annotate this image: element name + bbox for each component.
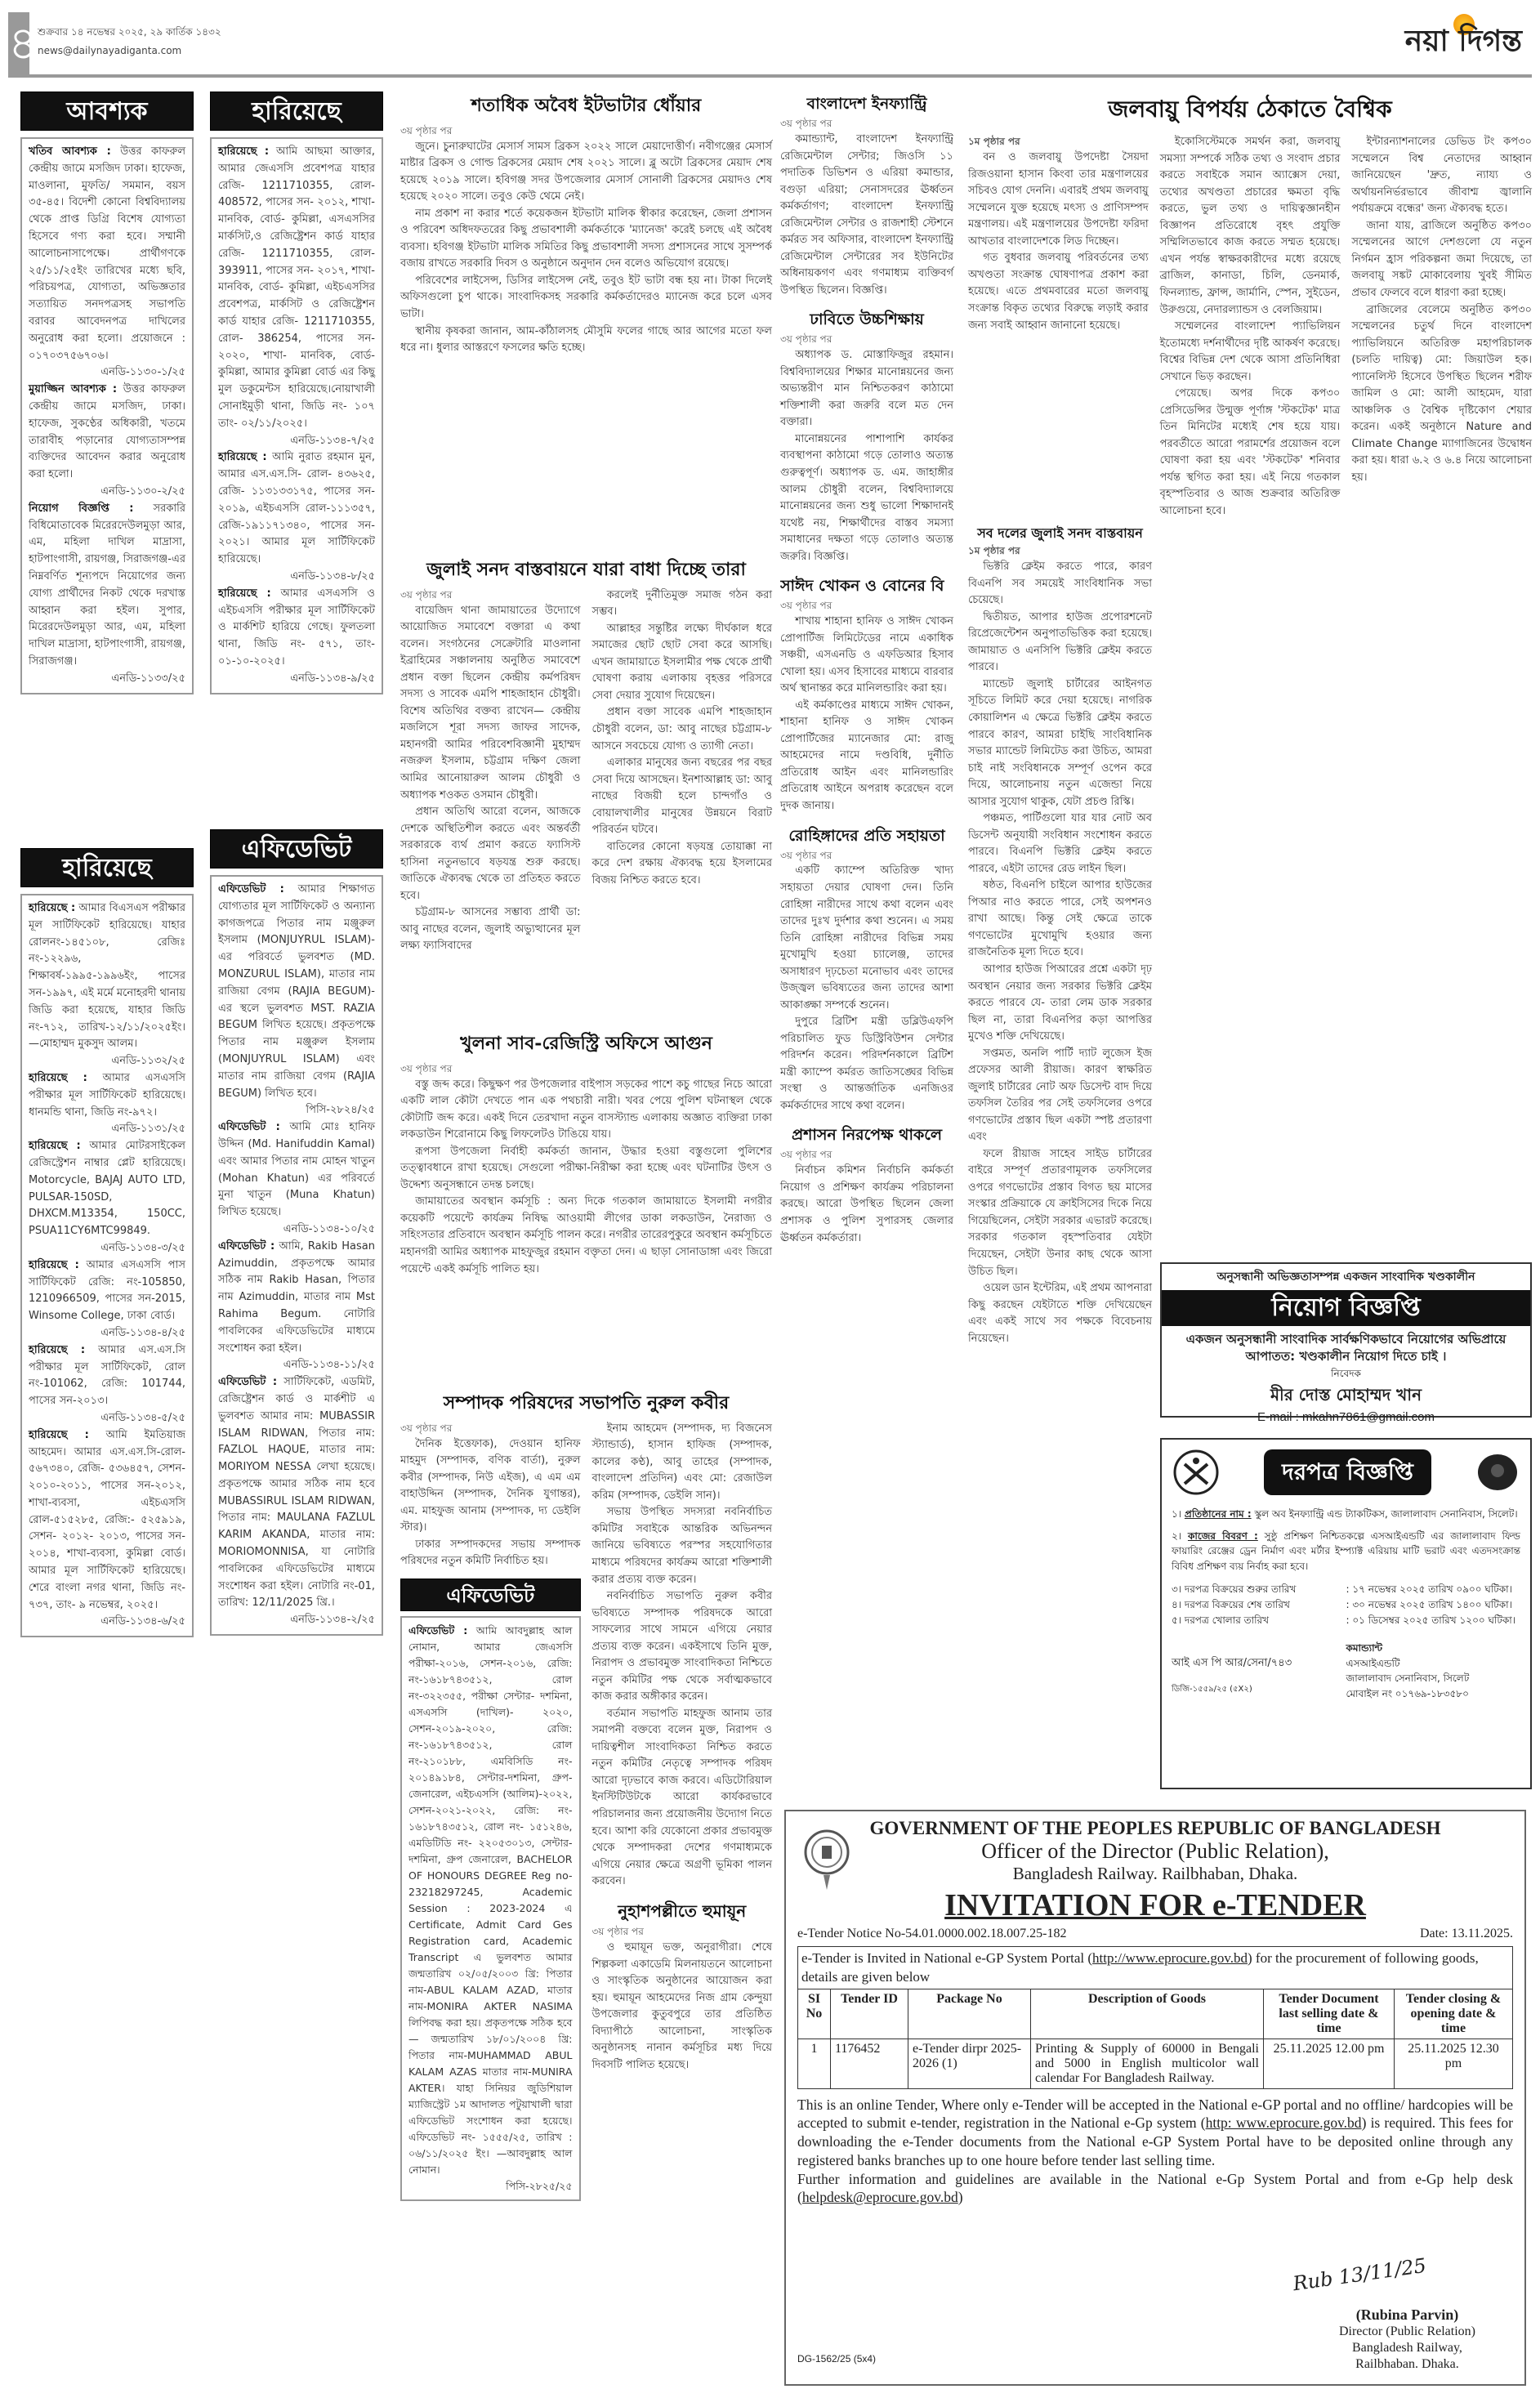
hiring-heading: নিয়োগ বিজ্ঞপ্তি (1162, 1290, 1530, 1326)
page-number: ৪ (8, 12, 29, 76)
etender-notice: GOVERNMENT OF THE PEOPLES REPUBLIC OF BANGLADESH Officer of the Director (Public Relation), Bangladesh Railway. Railbhaban, Dhaka. INVITATION FOR e-TENDER e-Tender Notice No-54.01.0000.002.18.007.25-182 Date: 13.11.2025. e-Tender is Invited in National e-GP System Portal (http://www.eprocure.gov.bd) for the procurement of following goods, details are given below SI No Tender ID Package No Description of Goods Tender Document last selling date & time Tender closing & opening date & time 1 1176452 e-Tender dirpr 2025-2026 (1) Printing & Supply of 60000 in Bengali and 5000 in English multicolor wall calendar For Bangladesh Railway. 25.11.2025 12.00 pm 25.11.2025 12.30 pm This is an online Tender, Where only e-Tender will be accepted in the National e-GP portal and no offline/ hardcopies will be accepted to submit e-tender, registration in the National e-Gp system (http: www.eprocure.gov.bd) is required. This fees for downloading the e-Tender documents from the National e-GP System Portal have to be deposited online through any registered banks branches up to one houre before tender last selling time. Further information and guidelines are available in the National e-Gp System Portal and from e-Gp help desk (helpdesk@eprocure.gov.bd) Rub 13/11/25 (Rubina Parvin) Director (Public Relation) Bangladesh Railway, Railbhaban. Dhaka. DG-1562/25 (5x4) (784, 1810, 1526, 2386)
article-headline: খুলনা সাব-রেজিস্ট্রি অফিসে আগুন (460, 1033, 712, 1054)
article-khulna-fire: খুলনা সাব-রেজিস্ট্রি অফিসে আগুন ৩য় পৃষ্ঠার পর বস্তু জব্দ করে। কিছুক্ষণ পর উপজেলার বাইপাস সড়কের পাশে কচু গাছের নিচে আরো একটি লাল কৌটা দেখতে পান এক পথচারী নারী। খবর পেয়ে পুলিশ ঘটনাস্থল থেকে কৌটাটি জব্দ করে। একই দিনে তেরখাদা নতুন বাসস্ট্যান্ড এলাকায় অজ্ঞাত ব্যক্তিরা ঢাকা লকডাউন শিরোনামে কিছু লিফলেটও টাঙিয়ে যায়। রূপসা উপজেলা নির্বাহী কর্মকর্তা জানান, উদ্ধার হওয়া বস্তুগুলো পুলিশের তত্ত্বাবধানে রাখা হয়েছে। সেগুলো পরীক্ষা-নিরীক্ষা করা হচ্ছে এবং ঘটনাটির উৎস ও উদ্দেশ্য অনুসন্ধানে তদন্ত চলছে। জামায়াতের অবস্থান কর্মসূচি : অন্য দিকে গতকাল জামায়াতে ইসলামী নগরীর কয়েকটি পয়েন্টে কার্যক্রম নিষিদ্ধ আওয়ামী লীগের ডাকা লকডাউন, নৈরাজ্য ও সহিংসতার প্রতিবাদে অবস্থান কর্মসূচি পালন করে। নগরীর তারেরপুকুরে অবস্থান কর্মসূচিতে মহানগরী আমির অধ্যাপক মাহফুজুর রহমান বক্তৃতা দেন। এ ছাড়া সোনাডাঙ্গা এবং জিরো পয়েন্টে একই কর্মসূচি পালিত হয়। (400, 1029, 772, 1278)
email-link[interactable]: news@dailynayadiganta.com (38, 45, 182, 56)
classified-ad: হারিয়েছে : আমার মোটরসাইকেল রেজিস্ট্রেশন নাম্বার প্লেট হারিয়েছে। Motorcycle, BAJAJ AUTO LTD, PULSAR-150SD, DHXCM.M13354, 150CC, PSUA11CY6MTC99849. এনডি-১১৩৪-৩/২৫ (29, 1140, 185, 1254)
article-headline: বাংলাদেশ ইনফ্যান্ট্রি (806, 95, 927, 113)
article-headline: নুহাশপল্লীতে হুমায়ূন (618, 1900, 747, 1921)
article-july-charter: জুলাই সনদ বাস্তবায়নে যারা বাধা দিচ্ছে তারা ৩য় পৃষ্ঠার পর বায়েজিদ থানা জামায়াতের উদ্যোগে আয়োজিত সমাবেশে বক্তারা এ কথা বলেন। সংগঠনের সেক্রেটারি মাওলানা ইব্রাহিমের সঞ্চালনায় অনুষ্ঠিত সমাবেশে প্রধান বক্তা ছিলেন কেন্দ্রীয় কর্মপরিষদ সদস্য ও সাবেক এমপি শাহজাহান চৌধুরী। বিশেষ অতিথির বক্তব্য রাখেন— কেন্দ্রীয় মজলিসে শূরা সদস্য জাফর সাদেক, মহানগরী আমির পরিবেশবিজ্ঞানী মুহাম্মদ নজরুল ইসলাম, চট্টগ্রাম দক্ষিণ জেলা আমির আনোয়ারুল আলম চৌধুরী ও অধ্যাপক শওকত ওসমান চৌধুরী। প্রধান অতিথি আরো বলেন, আজকে দেশকে অস্থিতিশীল করতে এবং অন্তর্বর্তী সরকারকে ব্যর্থ প্রমাণ করতে ফ্যাসিস্ট হাসিনা নতুনভাবে ষড়যন্ত্র শুরু করছে। জাতিকে ঐক্যবদ্ধ থেকে তা প্রতিহত করতে হবে। চট্টগ্রাম-৮ আসনের সম্ভাব্য প্রার্থী ডা: আবু নাছের বলেন, জুলাই অভ্যুত্থানের মূল লক্ষ্য ফ্যাসিবাদের করলেই দুর্নীতিমুক্ত সমাজ গঠন করা সম্ভব। আল্লাহর সন্তুষ্টির লক্ষ্যে দীর্ঘকাল ধরে সমাজের ছোট ছোট সেবা করে আসছি। এখন জামায়াতে ইসলামীর পক্ষ থেকে প্রার্থী ঘোষণা করায় এলাকায় বৃহত্তর পরিসরে সেবা দেয়ার সুযোগ দিয়েছেন। প্রধান বক্তা সাবেক এমপি শাহজাহান চৌধুরী বলেন, ডা: আবু নাছের চট্টগ্রাম-৮ আসনে সবচেয়ে যোগ্য ও ত্যাগী নেতা। এলাকার মানুষের জন্য বছরের পর বছর সেবা দিয়ে আসছেন। ইনশাআল্লাহ ডা: আবু নাছের বিজয়ী হলে চান্দগাঁও ও বোয়ালখালীর মানুষের উন্নয়নে বিরাট পরিবর্তন ঘটবে। বাতিলের কোনো ষড়যন্ত্র তোয়াক্কা না করে দেশ রক্ষায় ঐক্যবদ্ধ হয়ে ইসলামের বিজয় নিশ্চিত করতে হবে। (400, 556, 772, 955)
table-row: 1 1176452 e-Tender dirpr 2025-2026 (1) Printing & Supply of 60000 in Bengali and 5000 in English multicolor wall calendar For Bangladesh Railway. 25.11.2025 12.00 pm 25.11.2025 12.30 pm (798, 2039, 1513, 2088)
ad-box (210, 137, 383, 694)
tender-notice-bn: দরপত্র বিজ্ঞপ্তি ১। প্রতিষ্ঠানের নাম : স্কুল অব ইনফ্যান্ট্রি এন্ড ট্যাকটিকস, জালালাবাদ সেনানিবাস, সিলেট। ২। কাজের বিবরণ : সুষ্ঠু প্রশিক্ষণ নিশ্চিতকল্পে এসআইএন্ডটি এর জালালাবাদ ফিল্ড ফায়ারিং রেঞ্জের ড্রেন নির্মাণ এবং মর্টার ইম্প্যাক্ট এরিয়ায় মাটি ভরাট এবং এতদসংক্রান্ত বিবিধ প্রশিক্ষণ ব্যয় নির্বাহ করা হবে। ৩। দরপত্র বিক্রয়ের শুরুর তারিখ : ১৭ নভেম্বর ২০২৫ তারিখ ০৯০০ ঘটিকা। ৪। দরপত্র বিক্রয়ের শেষ তারিখ : ৩০ নভেম্বর ২০২৫ তারিখ ১৪০০ ঘটিকা। ৫। দরপত্র খোলার তারিখ : ০১ ডিসেম্বর ২০২৫ তারিখ ১২০০ ঘটিকা। আই এস পি আর/সেনা/৭৪৩ ডিজি-১৫৫৯/২৫ (৫X২) কমান্ড্যান্ট এসআইএন্ডটি জালালাবাদ সেনানিবাস, সিলেট মোবাইল নং ০১৭৬৯-১৮৩৫৮০ (1160, 1438, 1532, 1789)
article-headline: ঢাবিতে উচ্চশিক্ষায় (810, 310, 924, 329)
infantry-crest-icon (1475, 1449, 1520, 1495)
helpdesk-email-link[interactable]: helpdesk@eprocure.gov.bd (801, 2189, 958, 2206)
railway-emblem-icon (804, 1821, 850, 1895)
ad-box (210, 875, 383, 1636)
table-header-row: SI No Tender ID Package No Description of Goods Tender Document last selling date & time Tender closing & opening date & time (798, 1989, 1513, 2039)
section-heading-lost: হারিয়েছে (20, 848, 194, 887)
masthead (8, 12, 1532, 78)
dg-reference: DG-1562/25 (5x4) (797, 2353, 877, 2365)
ad-box (20, 894, 194, 1637)
article-brick-kiln: শতাধিক অবৈধ ইটভাটার ধোঁয়ার ৩য় পৃষ্ঠার পর জুনে। চুনারুঘাটের মেসার্স সামস ব্রিকস ২০২২ সালে মেয়াদোত্তীর্ণ। নবীগঞ্জের মেসার্স মাষ্টার ব্রিকস ও গোল্ড ব্রিকসের মেয়াদ শেষ ২০২১ সালে। ব্লু অটো ব্রিকসের মেয়াদ শেষ হয়েছে ২০১৯ সালে। হবিগঞ্জ সদর উপজেলার মেসার্স সোনালী ব্রিকসের মেয়াদও শেষ হয়েছে ২০২০ সালে। তবুও কেউ থেমে নেই। নাম প্রকাশ না করার শর্তে কয়েকজন ইটভাটা মালিক স্বীকার করেছেন, জেলা প্রশাসন ও পরিবেশ অধিদফতরের কিছু প্রভাবশালী কর্মকর্তাকে 'ম্যানেজ' করেই চলছে এই অবৈধ ব্যবসা। হবিগঞ্জ ইটভাটা মালিক সমিতির কিছু প্রভাবশালী সদস্য প্রশাসনের সাথে সুসম্পর্ক বজায় রাখতে সরকারি দিবস ও অনুষ্ঠানে অনুদান দেন বলেও অভিযোগ রয়েছে। পরিবেশের লাইসেন্স, ডিসির লাইসেন্স নেই, তবুও ইট ভাটা বন্ধ হয় না। টাকা দিলেই অফিসগুলো চুপ থাকে। সাংবাদিকসহ সরকারি কর্মকর্তাদেরও ম্যানেজ করে চলে এসব ভাটা। স্থানীয় কৃষকরা জানান, আম-কাঁঠালসহ মৌসুমি ফলের গাছে আর আগের মতো ফল ধরে না। ধুলার আস্তরণে ফসলের ক্ষতি হচ্ছে। (400, 92, 772, 357)
classifieds-wanted (20, 92, 194, 694)
classifieds-lost-left (20, 848, 194, 1637)
classified-ad: এফিডেভিট : আমার শিক্ষাগত যোগ্যতার মূল সার্টিফিকেট ও অন্যান্য কাগজপত্রে পিতার নাম মঞ্জুরুল ইসলাম (MONJUYRUL ISLAM)-এর পরিবর্তে ভুলবশত (MD. MONZURUL ISLAM), মাতার নাম রাজিয়া বেগম (RAJIA BEGUM)-এর স্থলে ভুলবশত MST. RAZIA BEGUM লিখিত হয়েছে। প্রকৃতপক্ষে পিতার নাম মঞ্জুরুল ইসলাম (MONJUYRUL ISLAM) এবং মাতার নাম রাজিয়া বেগম (RAJIA BEGUM) লিখিত হবে। পিসি-২৮২৪/২৫ (218, 883, 375, 1117)
article-headline: শতাধিক অবৈধ ইটভাটার ধোঁয়ার (471, 95, 702, 116)
classified-ad: হারিয়েছে : আমি নুরাত রহমান মুন, আমার এস.এস.সি- রোল- ৪৩৬২৫, রেজি- ১১৩১৩৩১৭৫, পাসের সন- ২০১৯, এইচএসসি রোল-১১১৩৫৭, রেজি-১৯১১৭১৩৪০, পাসের সন- ২০২১। আমার মূল সার্টিফিকেট হারিয়েছে। এনডি-১১৩৪-৮/২৫ (218, 451, 375, 583)
article-climate: জলবায়ু বিপর্যয় ঠেকাতে বৈশ্বিক ১ম পৃষ্ঠার পর বন ও জলবায়ু উপদেষ্টা সৈয়দা রিজওয়ানা হাসান কিংবা তার মন্ত্রণালয়ের সচিবও যোগ দেননি। এবারই প্রথম জলবায়ু সম্মেলনে যুক্ত হয়েছে মৎস্য ও প্রাণিসম্পদ মন্ত্রণালয়। এই মন্ত্রণালয়ের উপদেষ্টা ফরিদা আখতার বাংলাদেশকে লিড দিচ্ছেন। গত বুধবার জলবায়ু পরিবর্তনের তথ্য অখণ্ডতা সংক্রান্ত ঘোষণাপত্র প্রকাশ করা হয়েছে। এতে প্রথমবারের মতো জলবায়ু সংক্রান্ত বিকৃত তথ্যের বিরুদ্ধে লড়াই করার জন্য সবাই আহ্বান জানানো হয়েছে। ইকোসিস্টেমকে সমর্থন করা, জলবায়ু সমস্যা সম্পর্কে সঠিক তথ্য ও সংবাদ প্রচার করতে সবাইকে সমান অ্যাক্সেস দেয়া, তথ্যের অখণ্ডতা প্রচারের ক্ষমতা বৃদ্ধি করতে, ভুল তথ্য ও দায়িত্বজ্ঞানহীন বিজ্ঞাপন প্রতিরোধে বৃহৎ প্রযুক্তি সম্মিলিতভাবে কাজ করতে সম্মত হয়েছে। এখন পর্যন্ত স্বাক্ষরকারীদের মধ্যে রয়েছে ব্রাজিল, কানাডা, চিলি, ডেনমার্ক, ফিনল্যান্ড, ফ্রান্স, জার্মানি, স্পেন, সুইডেন, উরুগুয়ে, নেদারল্যান্ডস ও বেলজিয়াম। সম্মেলনের বাংলাদেশ প্যাভিলিয়ন ইতোমধ্যে দর্শনার্থীদের দৃষ্টি আকর্ষণ করেছে। বিশ্বের বিভিন্ন দেশ থেকে আসা প্রতিনিধিরা সেখানে ভিড় করছেন। পেয়েছে। অপর দিকে কপ৩০ প্রেসিডেন্সির উন্মুক্ত পূর্ণাঙ্গ 'স্টকটেক' মাত্র তিন মিনিটের মধ্যেই শেষ হয়ে যায়। পরবর্তীতে আরো পরামর্শের প্রয়োজন বলে ঘোষণা করা হয় এবং 'স্টকটেক' শনিবার পর্যন্ত স্থগিত করা হয়। এই নিয়ে গতকাল বৃহস্পতিবার ও আজ শুক্রবার অতিরিক্ত আলোচনা হবে। ইন্টারন্যাশনালের ডেভিড টং কপ৩০ সম্মেলনে বিশ্ব নেতাদের আহ্বান জানিয়েছেন 'দ্রুত, ন্যায্য ও অর্থায়ননির্ভরভাবে জীবাশ্ম জ্বালানি পর্যায়ক্রমে বন্ধের' জন্য ঐক্যবদ্ধ হতে। জানা যায়, ব্রাজিলে অনুষ্ঠিত কপ৩০ সম্মেলনের আগে দেশগুলো যে নতুন নির্গমন হ্রাস পরিকল্পনা জমা দিয়েছে, তা জলবায়ু সঙ্কট মোকাবেলায় খুবই সীমিত প্রভাব ফেলবে বলে ধারণা করা হচ্ছে। ব্রাজিলের বেলেমে অনুষ্ঠিত কপ৩০ সম্মেলনের চতুর্থ দিনে বাংলাদেশ প্যাভিলিয়নে অতিরিক্ত মহাপরিচালক (চলতি দায়িত্ব) মো: জিয়াউল হক। প্যানেলিস্ট হিসেবে উপস্থিত ছিলেন শরীফ জামিল ও মো: আলী আহমেদ, যারা আঞ্চলিক ও বৈশ্বিক দৃষ্টিকোণ শেয়ার করেন। একই অনুষ্ঠানে Nature and Climate Change ম্যাগাজিনের উদ্বোধন করা হয়। ধারা ৬.২ ও ৬.৪ নিয়ে আলোচনা হয়। (968, 92, 1532, 520)
classified-ad: নিয়োগ বিজ্ঞপ্তি : সরকারি বিধিমোতাবেক মিরেরদেউলমুড়া আর, এম, মহিলা দাখিল মাদ্রাসা, হাটপাংগাসী, রায়গঞ্জ, সিরাজগঞ্জ-এর নিম্নবর্ণিত শূন্যপদে নিয়োগের জন্য যোগ্য প্রার্থীদের নিকট থেকে দরখাস্ত আহ্বান করা হইল। সুপার, মিরেরদেউলমুড়া আর, এম, মহিলা দাখিল মাদ্রাসা, হাটপাংগাসী, রায়গঞ্জ, সিরাজগঞ্জ। এনডি-১১৩৩/২৫ (29, 502, 185, 685)
logo: নয়া দিগন্ত (1404, 24, 1522, 58)
classified-ad: হারিয়েছে : আমার এসএসসি ও এইচএসসি পরীক্ষার মূল সার্টিফিকেট ও মার্কশিট হারিয়ে গেছে। ফুলতলা থানা, জিডি নং- ৫৭১, তাং- ০১-১০-২০২৫। এনডি-১১৩৪-৯/২৫ (218, 587, 375, 685)
date-line: শুক্রবার ১৪ নভেম্বর ২০২৫, ২৯ কার্তিক ১৪৩২ (38, 26, 221, 38)
classified-ad: হারিয়েছে : আমার বিএসএস পরীক্ষার মূল সার্টিফিকেট হারিয়েছে। যাহার রোলনং-১৪৫১০৮, রেজিঃ নং-১২২৯৬, শিক্ষাবর্ষ-১৯৯৫-১৯৯৬ইং, পাসের সন-১৯৯৭, এই মর্মে মনোহরদী থানায় জিডি করা হয়েছে, যাহার জিডি নং-৭১২, তারিখ-১২/১১/২০২৫ইং। —মোহাম্মদ মুকসুদ আলম। এনডি-১১৩২/২৫ (29, 902, 186, 1068)
classified-ad: এফিডেভিট : আমি আবদুল্লাহ আল নোমান, আমার জেএসসি পরীক্ষা-২০১৬, সেশন-২০১৬, রেজি: নং-১৬১৮৭৪৩৫১২, রোল নং-৩২২৩৫৫, পরীক্ষা সেন্টার- দশমিনা, এসএসসি (দাখিল)- ২০২০, সেশন-২০১৯-২০২০, রেজি: নং-১৬১৮৭৪৩৫১২, রোল নং-২১০১৮৮, এমবিসিডি নং- ২০১৪৯১৮৪, সেন্টার-দশমিনা, গ্রুপ-জেনারেল, এইচএসসি (আলিম)-২০২২, সেশন-২০২১-২০২২, রেজি: নং- ১৬১৮৭৪৩৫১২, রোল নং- ১৫১২৪৬, এমডিটিডি নং- ২২০৫৩০১৩, সেন্টার-দশমিনা, গ্রুপ জেনারেল, BACHELOR OF HONOURS DEGREE Reg no-23218297245, Academic Session : 2023-2024 এ Certificate, Admit Card Ges Registration card, Academic Transcript এ ভুলবশত আমার জন্মতারিখ ০২/০৫/২০০৩ খ্রি: পিতার নাম-ABUL KALAM AZAD, মাতার নাম-MONIRA AKTER NASIMA লিপিবদ্ধ করা হয়। প্রকৃতপক্ষে সঠিক হবে— জন্মতারিখ ১৮/০১/২০০৪ খ্রি: পিতার নাম-MUHAMMAD ABUL KALAM AZAS মাতার নাম-MUNIRA AKTER। যাহা সিনিয়র জুডিশিয়াল ম্যাজিস্ট্রেট ১ম আদালত পটুয়াখালী দ্বারা এফিডেভিট সংশোধন করা হয়েছে। এফিডেভিট নং- ১৫৫৫/২৫, তারিখ : ০৬/১১/২০২৫ ইং। —আবদুল্লাহ আল নোমান। পিসি-২৮২৫/২৫ (408, 1623, 573, 2192)
news-column-left: বাংলাদেশ ইনফ্যান্ট্রি ৩য় পৃষ্ঠার পর কমান্ড্যান্ট, বাংলাদেশ ইনফ্যান্ট্রি রেজিমেন্টাল সেন্টার; জিওসি ১১ পদাতিক ডিভিশন ও এরিয়া কমান্ডার, বগুড়া এরিয়া; সেনাসদরের ঊর্ধ্বতন কর্মকর্তাগণ; বাংলাদেশ ইনফ্যান্ট্রি রেজিমেন্টাল সেন্টার ও রাজশাহী স্টেশনে কর্মরত সব অফিসার, বাংলাদেশ ইনফ্যান্ট্রি রেজিমেন্টাল সেন্টারের সব ইউনিটের অধিনায়কগণ এবং গণমাধ্যম ব্যক্তিবর্গ উপস্থিত ছিলেন। বিজ্ঞপ্তি। ঢাবিতে উচ্চশিক্ষায় ৩য় পৃষ্ঠার পর অধ্যাপক ড. মোস্তাফিজুর রহমান। বিশ্ববিদ্যালয়ের শিক্ষার মানোন্নয়নের জন্য অভ্যন্তরীণ মান নিশ্চিতকরণ কাঠামো শক্তিশালী করা জরুরি বলে মত দেন বক্তারা। মানোন্নয়নের পাশাপাশি কার্যকর ব্যবস্থাপনা কাঠামো গড়ে তোলাও অত্যন্ত গুরুত্বপূর্ণ। অধ্যাপক ড. এম. জাহাঙ্গীর আলম চৌধুরী বলেন, বিশ্ববিদ্যালয়ে মানোন্নয়নের জন্য শুধু ভালো শিক্ষাদানই যথেষ্ট নয়, শিক্ষার্থীদের বাস্তব সমস্যা সমাধানের দক্ষতা গড়ে তোলাও অত্যন্ত জরুরি। বিজ্ঞপ্তি। সাঈদ খোকন ও বোনের বি ৩য় পৃষ্ঠার পর শাখায় শাহানা হানিফ ও সাঈদ খোকন প্রোপার্টিজ লিমিটেডের নামে একাধিক সঞ্চয়ী, এসএনডি ও এফডিআর হিসাব খোলা হয়। এসব হিসাবের মাধ্যমে বারবার অর্থ স্থানান্তর করে মানিলন্ডারিং করা হয়। এই কর্মকাণ্ডের মাধ্যমে সাঈদ খোকন, শাহানা হানিফ ও সাঈদ খোকন প্রোপার্টিজের ম্যানেজার মো: রাজু আহমেদের নামে দণ্ডবিধি, দুর্নীতি প্রতিরোধ আইন এবং মানিলন্ডারিং প্রতিরোধ আইনে অপরাধ করেছেন বলে দুদক জানায়। রোহিঙ্গাদের প্রতি সহায়তা ৩য় পৃষ্ঠার পর একটি ক্যাম্পে অতিরিক্ত খাদ্য সহায়তা দেয়ার ঘোষণা দেন। তিনি রোহিঙ্গা নারীদের সাথে কথা বলেন এবং তাদের দুঃখ দুর্দশার কথা শুনেন। এ সময় তিনি রোহিঙ্গা নারীদের বিভিন্ন সময় মুখোমুখি হওয়া চ্যালেঞ্জ, তাদের অসাধারণ দৃঢ়চেতা মনোভাব এবং তাদের উজ্জ্বল ভবিষ্যতের জন্য তাদের আশা আকাঙ্ক্ষা সম্পর্কে শুনেন। দুপুরে ব্রিটিশ মন্ত্রী ডব্লিউএফপি পরিচালিত ফুড ডিস্ট্রিবিউশন সেন্টার পরিদর্শন করেন। পরিদর্শনকালে ব্রিটিশ মন্ত্রী ক্যাম্পে কর্মরত জাতিসঙ্ঘের বিভিন্ন সংস্থা ও আন্তর্জাতিক এনজিওর কর্মকর্তাদের সাথে কথা বলেন। প্রশাসন নিরপেক্ষ থাকলে ৩য় পৃষ্ঠার পর নির্বাচন কমিশন নির্বাচনি কর্মকর্তা নিয়োগ ও প্রশিক্ষণ কার্যক্রম পরিচালনা করছে। আরো উপস্থিত ছিলেন জেলা প্রশাসক ও পুলিশ সুপারসহ জেলার ঊর্ধ্বতন কর্মকর্তারা। (780, 92, 953, 1247)
notice-number: e-Tender Notice No-54.01.0000.002.18.007.25-182 (797, 1927, 1067, 1941)
classifieds-affidavit-mid (210, 829, 383, 1636)
article-headline: জলবায়ু বিপর্যয় ঠেকাতে বৈশ্বিক (1108, 96, 1392, 123)
article-headline: সম্পাদক পরিষদের সভাপতি নুরুল কবীর (443, 1392, 730, 1413)
classified-ad: এফিডেভিট : আমি মোঃ হানিফ উদ্দিন (Md. Hanifuddin Kamal) এবং আমার পিতার নাম মোহন খাতুন (Mohan Khatun) এর পরিবর্তে মুনা খাতুন (Muna Khatun) লিখিত হয়েছে। এনডি-১১৩৪-১০/২৫ (218, 1121, 375, 1235)
article-headline: প্রশাসন নিরপেক্ষ থাকলে (791, 1126, 943, 1145)
article-headline: জুলাই সনদ বাস্তবায়নে যারা বাধা দিচ্ছে তারা (426, 559, 746, 580)
section-heading-lost: হারিয়েছে (210, 92, 383, 131)
classified-ad: হারিয়েছে : আমি আছমা আক্তার, আমার জেএসসি প্রবেশপত্র যাহার রেজি- 1211710355, রোল- 408572, পাসের সন- ২০১২, শাখা- মানবিক, বোর্ড- কুমিল্লা, এসএসসির মার্কসিট,ও রেজিষ্ট্রেশন কার্ড যাহার রেজি- 1211710355, রোল- 393911, পাসের সন- ২০১৭, শাখা- মানবিক, বোর্ড- কুমিল্লা, এইচএসসির প্রবেশপত্র, মার্কসিট ও রেজিষ্ট্রেশন কার্ড যাহার রেজি- 1211710355, রোল- 386254, পাসের সন- ২০২০, শাখা- মানবিক, বোর্ড- কুমিল্লা, আমার কুমিল্লা বোর্ড এর কিছু মুল ডকুমেন্টস হারিয়েছে।নোয়াখালী সোনাইমুড়ী থানা, জিডি নং- ১০৭ তাং- ০২/১১/২০২৫। এনডি-১১৩৪-৭/২৫ (218, 145, 375, 447)
etender-title: INVITATION FOR e-TENDER (944, 1888, 1366, 1923)
classified-ad: খতিব আবশ্যক : উত্তর কাফরুল কেন্দ্রীয় জামে মসজিদ ঢাকা। হাফেজ, মাওলানা, মুফতি/ সমমান, বয়স ৩৫-৪৫। বিদেশী কোনো বিশ্ববিদ্যালয় থেকে প্রাপ্ত ডিগ্রি বিশেষ যোগ্যতা হিসেবে গণ্য করা হবে। সম্মানী আলোচনাসাপেক্ষে। প্রার্থীগণকে ২৫/১১/২৫ইং তারিখের মধ্যে ছবি, পরিচয়পত্র, যোগ্যতা, অভিজ্ঞতার সত্যায়িত সনদপত্রসহ সভাপতি বরাবর আবেদনপত্র দাখিলের অনুরোধ করা হলো। প্রয়োজনে : ০১৭০৩৭৫৬৭০৬। এনডি-১১৩০-১/২৫ (29, 145, 186, 379)
section-heading-affidavit: এফিডেভিট (210, 829, 383, 869)
signature: Rub 13/11/25 (1291, 2253, 1428, 2296)
section-heading-wanted: আবশ্যক (20, 92, 194, 131)
article-headline: সব দলের জুলাই সনদ বাস্তবায়ন (977, 525, 1143, 541)
classifieds-lost-mid (210, 92, 383, 694)
tender-date-row: ৪। দরপত্র বিক্রয়ের শেষ তারিখ : ৩০ নভেম্বর ২০২৫ তারিখ ১৪০০ ঘটিকা। (1172, 1598, 1512, 1610)
classified-ad: এফিডেভিট : আমি, Rakib Hasan Azimuddin, প্রকৃতপক্ষে আমার সঠিক নাম Rakib Hasan, পিতার নাম Azimuddin, মাতার নাম Mst Rahima Begum. নোটারি পাবলিকের এফিডেভিটের মাধ্যমে সংশোধন করা হইল। এনডি-১১৩৪-১১/২৫ (218, 1239, 375, 1372)
continued-label: ৩য় পৃষ্ঠার পর (400, 124, 453, 136)
section-heading-affidavit: এফিডেভিট (400, 1579, 581, 1611)
contact-email[interactable]: E-mail : mkahn7861@gmail.com (1257, 1410, 1435, 1424)
article-charter: সব দলের জুলাই সনদ বাস্তবায়ন ১ম পৃষ্ঠার পর ভিক্টরি ক্লেইম করতে পারে, কারণ বিএনপি সব সময়েই সাংবিধানিক সভা চেয়েছে। দ্বিতীয়ত, আপার হাউজ প্রপোরশনেট রিপ্রেজেন্টেশন অনুপাতভিত্তিক করা হয়েছে। জামায়াত ও এনসিপি ভিক্টরি ক্লেইম করতে পারবে। ম্যান্ডেট জুলাই চার্টারের আইনগত সূচিতে লিমিট করে দেয়া হয়েছে। নাগরিক কোয়ালিশন এ ক্ষেত্রে ভিক্টরি ক্লেইম করতে পারবে কারণ, আমরা চাইছি সাংবিধানিক সভার ম্যান্ডেট লিমিটেড করা উচিত, আমরা চাই নাই সংবিধানকে সম্পূর্ণ ওপেন করে দিয়ে, আলোচনায় নতুন এজেন্ডা নিয়ে আসার সুযোগ থাকুক, যেটা প্রচণ্ড রিস্কি। পঞ্চমত, পার্টিগুলো যার যার নোট অব ডিসেন্ট অনুযায়ী সংবিধান সংশোধন করতে পারবে। বিএনপি ভিক্টরি ক্লেইম করতে পারবে, এইটা তাদের রেড লাইন ছিল। ষষ্ঠত, বিএনপি চাইলে আপার হাউজের পিআর নাও করতে পারে, সেই অপশনও রাখা আছে। কিন্তু সেই ক্ষেত্রে তাকে গণভোটের মুখোমুখি হওয়ার জন্য রাজনৈতিক মূল্য দিতে হবে। আপার হাউজ পিআরের প্রশ্নে একটা দৃঢ় অবস্থান নেয়ার জন্য সরকার ভিক্টরি ক্লেইম করতে পারবে যে- তারা লেম ডাক সরকার ছিল না, তারা বিএনপির কড়া আপত্তির মুখেও শক্তি দেখিয়েছে। সপ্তমত, অনলি পার্টি দ্যাট লুজেস ইজ প্রফেসর আলী রীয়াজ। কারণ স্বাক্ষরিত জুলাই চার্টারের নোট অফ ডিসেন্ট বাদ দিয়ে তফসিল তৈরির পর সেই তফসিলের ওপরে গণভোটের প্রস্তাব ছিল একটা স্পষ্ট প্রতারণা এবং ফলে রীয়াজ সাহেব সাইড চার্টারের বাইরে সম্পূর্ণ প্রতারণামূলক তফসিলের ওপরে গণভোটের প্রস্তাব বিগত ছয় মাসের সংস্কার প্রক্রিয়াকে যে ক্রাইসিসের দিকে নিয়ে গিয়েছিলেন, সেইটা সরকার এভারট করেছে। সরকার গতকাল বৃহস্পতিবার যেইটা দিয়েছেন, সেইটা উনার কাছ থেকে আসা উচিত ছিল। ওয়েল ডান ইন্টেরিম, এই প্রথম আপনারা কিছু করছেন যেইটাতে শক্তি দেখিয়েছেন এবং একই সাথে সব পক্ষকে বিবেচনায় নিয়েছেন। (968, 523, 1152, 1347)
article-headline: রোহিঙ্গাদের প্রতি সহায়তা (788, 826, 945, 845)
article-editors-council: সম্পাদক পরিষদের সভাপতি নুরুল কবীর ৩য় পৃষ্ঠার পর দৈনিক ইত্তেফাক), দেওয়ান হানিফ মাহমুদ (সম্পাদক, বণিক বার্তা), নুরুল কবীর (সম্পাদক, নিউ এইজ), এ এম এম বাহাউদ্দিন (সম্পাদক, দৈনিক যুগান্তর), এম. মাহফুজ আনাম (সম্পাদক, দ্য ডেইলি স্টার)। ঢাকার সম্পাদকদের সভায় সম্পাদক পরিষদের নতুন কমিটি নির্বাচিত হয়। এফিডেভিট এফিডেভিট : আমি আবদুল্লাহ আল নোমান, আমার জেএসসি পরীক্ষা-২০১৬, সেশন-২০১৬, রেজি: নং-১৬১৮৭৪৩৫১২, রোল নং-৩২২৩৫৫, পরীক্ষা সেন্টার- দশমিনা, এসএসসি (দাখিল)- ২০২০, সেশন-২০১৯-২০২০, রেজি: নং-১৬১৮৭৪৩৫১২, রোল নং-২১০১৮৮, এমবিসিডি নং- ২০১৪৯১৮৪, সেন্টার-দশমিনা, গ্রুপ-জেনারেল, এইচএসসি (আলিম)-২০২২, সেশন-২০২১-২০২২, রেজি: নং- ১৬১৮৭৪৩৫১২, রোল নং- ১৫১২৪৬, এমডিটিডি নং- ২২০৫৩০১৩, সেন্টার-দশমিনা, গ্রুপ জেনারেল, BACHELOR OF HONOURS DEGREE Reg no-23218297245, Academic Session : 2023-2024 এ Certificate, Admit Card Ges Registration card, Academic Transcript এ ভুলবশত আমার জন্মতারিখ ০২/০৫/২০০৩ খ্রি: পিতার নাম-ABUL KALAM AZAD, মাতার নাম-MONIRA AKTER NASIMA লিপিবদ্ধ করা হয়। প্রকৃতপক্ষে সঠিক হবে— জন্মতারিখ ১৮/০১/২০০৪ খ্রি: পিতার নাম-MUHAMMAD ABUL KALAM AZAS মাতার নাম-MUNIRA AKTER। যাহা সিনিয়র জুডিশিয়াল ম্যাজিস্ট্রেট ১ম আদালত পটুয়াখালী দ্বারা এফিডেভিট সংশোধন করা হয়েছে। এফিডেভিট নং- ১৫৫৫/২৫, তারিখ : ০৬/১১/২০২৫ ইং। —আবদুল্লাহ আল নোমান। পিসি-২৮২৫/২৫ ইনাম আহমেদ (সম্পাদক, দ্য বিজনেস স্ট্যান্ডার্ড), হাসান হাফিজ (সম্পাদক, কালের কণ্ঠ), আবু তাহের (সম্পাদক, বাংলাদেশ প্রতিদিন) এবং মো: রেজাউল করিম (সম্পাদক, ডেইলি সান)। সভায় উপস্থিত সদস্যরা নবনির্বাচিত কমিটির সবাইকে আন্তরিক অভিনন্দন জানিয়ে ভবিষ্যতে পরস্পর সহযোগিতার মাধ্যমে পরিষদের কার্যক্রম আরো শক্তিশালী করার প্রত্যয় ব্যক্ত করেন। নবনির্বাচিত সভাপতি নুরুল কবীর ভবিষ্যতে সম্পাদক পরিষদকে আরো সাফল্যের সাথে সামনে এগিয়ে নেয়ার প্রত্যয় ব্যক্ত করেন। একইসাথে তিনি মুক্ত, নিরাপদ ও প্রভাবমুক্ত সাংবাদিকতা নিশ্চিতে নতুন কমিটির পক্ষ থেকে সর্বাত্মকভাবে কাজ করার অঙ্গীকার করেন। বর্তমান সভাপতি মাহফুজ আনাম তার সমাপনী বক্তব্যে বলেন মুক্ত, নিরাপদ ও দায়িত্বশীল সাংবাদিকতা নিশ্চিত করতে নতুন কমিটির নেতৃত্বে সম্পাদক পরিষদ আরো দৃঢ়ভাবে কাজ করবে। এডিটোরিয়াল ইনস্টিটিউটকে আরো কার্যকরভাবে পরিচালনার জন্য প্রয়োজনীয় উদ্যোগ নিতে হবে। আশা করি যেকোনো প্রকার প্রভাবমুক্ত থেকে সম্পাদকরা দেশের গণমাধ্যমকে এগিয়ে নেয়ার ক্ষেত্রে অগ্রণী ভূমিকা পালন করবেন। নুহাশপল্লীতে হুমায়ূন ৩য় পৃষ্ঠার পর ও হুমায়ূন ভক্ত, অনুরাগীরা। শেষে শিল্পকলা একাডেমি মিলনায়তনে আলোচনা ও সাংস্কৃতিক অনুষ্ঠানের আয়োজন করা হয়। হুমায়ূন আহমেদের নিজ গ্রাম কেন্দুয়া উপজেলার কুতুবপুরে তার প্রতিষ্ঠিত বিদ্যাপীঠে আলোচনা, সাংস্কৃতিক অনুষ্ঠানসহ নানান কর্মসূচির মধ্য দিয়ে দিবসটি পালিত হয়েছে। (400, 1389, 772, 2201)
advertiser-name: মীর দোস্ত মোহাম্মদ খান (1270, 1385, 1422, 1404)
classified-ad: হারিয়েছে : আমি ইমতিয়াজ আহমেদ। আমার এস.এস.সি-রোল- ৫৬৭৩৪০, রেজি- ৫৩৬৪৫৭, সেশন- ২০১০-২০১১, পাসের সন-২০১২, শাখা-ব্যবসা, এইচএসসি রোল-৫১৫২৮৫, রেজি:- ৫২৫৯১৯, সেশন- ২০১২- ২০১৩, পাসের সন- ২০১৪, শাখা-ব্যবসা, কুমিল্লা বোর্ড। আমার মূল সার্টিফিকেট হারিয়েছে। শেরে বাংলা নগর থানা, জিডি নং- ৭৩৭, তাং- ৯ নভেম্বর, ২০২৫। এনডি-১১৩৪-৬/২৫ (29, 1428, 185, 1628)
notice-date: Date: 13.11.2025. (1419, 1927, 1513, 1941)
classified-ad: এফিডেভিট : সার্টিফিকেট, এডমিট, রেজিষ্ট্রেশন কার্ড ও মার্কশীট এ ভুলবশত আমার নাম: MUBASSIR ISLAM RIDWAN, পিতার নাম: FAZLOL HAQUE, মাতার নাম: MORIYOM NESSA লেখা হয়েছে। প্রকৃতপক্ষে আমার সঠিক নাম হবে MUBASSIRUL ISLAM RIDWAN, পিতার নাম: MAULANA FAZLUL KARIM AKANDA, মাতার নাম: MORIOMONNISA, যা নোটারি পাবলিকের এফিডেভিটের মাধ্যমে সংশোধন করা হইল। নোটারি নং-01, তারিখ: 12/11/2025 খ্রি.। এনডি-১১৩৪-২/২৫ (218, 1376, 375, 1627)
army-emblem-icon (1172, 1448, 1221, 1497)
eprocure-link[interactable]: http://www.eprocure.gov.bd (1092, 1950, 1248, 1967)
classified-ad: হারিয়েছে : আমার এস.এস.সি পরীক্ষার মূল সার্টিফিকেট, রোল নং-101062, রেজি: 101744, পাসের সন-২০১৩। এনডি-১১৩৪-৫/২৫ (29, 1343, 186, 1424)
etender-signer: (Rubina Parvin) Director (Public Relation) Bangladesh Railway, Railbhaban. Dhaka. (1338, 2306, 1475, 2371)
tender-heading: দরপত্র বিজ্ঞপ্তি (1264, 1449, 1431, 1494)
ad-box (20, 137, 194, 694)
classified-ad: মুয়াজ্জিন আবশ্যক : উত্তর কাফরুল কেন্দ্রীয় জামে মসজিদ, ঢাকা। হাফেজ, সুকণ্ঠের অধিকারী, খতমে তারাবীহ পড়ানোর যোগ্যতাসম্পন্ন ব্যক্তিদের আবেদন করার অনুরোধ করা হলো। এনডি-১১৩০-২/২৫ (29, 383, 185, 498)
hiring-ad: অনুসন্ধানী অভিজ্ঞতাসম্পন্ন একজন সাংবাদিক খণ্ডকালীন নিয়োগ বিজ্ঞপ্তি একজন অনুসন্ধানী সাংবাদিক সার্বক্ষণিকভাবে নিয়োগের অভিপ্রায়ে আপাতত: খণ্ডকালীন নিয়োগ দিতে চাই । নিবেদক মীর দোস্ত মোহাম্মদ খান E-mail : mkahn7861@gmail.com (1160, 1262, 1532, 1418)
ad-box (400, 1616, 581, 2201)
tender-date-row: ৫। দরপত্র খোলার তারিখ : ০১ ডিসেম্বর ২০২৫ তারিখ ১২০০ ঘটিকা। (1172, 1614, 1516, 1626)
tender-date-row: ৩। দরপত্র বিক্রয়ের শুরুর তারিখ : ১৭ নভেম্বর ২০২৫ তারিখ ০৯০০ ঘটিকা। (1172, 1583, 1512, 1596)
article-headline: সাঈদ খোকন ও বোনের বি (780, 577, 944, 596)
tender-table (797, 1989, 1513, 2089)
classified-ad: হারিয়েছে : আমার এসএসসি পরীক্ষার মূল সার্টিফিকেট হারিয়েছে। ধানমন্ডি থানা, জিডি নং-৯৭২। এনডি-১১৩১/২৫ (29, 1071, 185, 1136)
classified-ad: হারিয়েছে : আমার এসএসসি পাস সার্টিফিকেট রেজি: নং-105850, 1210966509, পাসের সন-2015, Winsome College, ঢাকা বোর্ড। এনডি-১১৩৪-৪/২৫ (29, 1258, 185, 1339)
eprocure-link[interactable]: http: www.eprocure.gov.bd (1205, 2114, 1362, 2132)
